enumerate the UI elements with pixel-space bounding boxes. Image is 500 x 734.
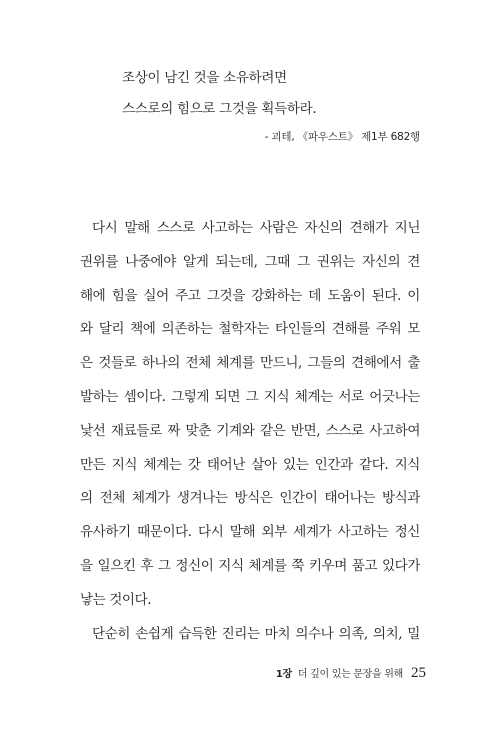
- running-title: 더 깊이 있는 문장을 위해: [297, 669, 403, 680]
- body-line: 발하는 셈이다. 그렇게 되면 그 지식 체계는 서로 어긋나는: [80, 388, 420, 405]
- epigraph-line: 스스로의 힘으로 그것을 획득하라.: [122, 101, 317, 117]
- body-line: 유사하기 때문이다. 다시 말해 외부 세계가 사고하는 정신: [80, 524, 420, 541]
- body-line: 낯선 재료들로 짜 맞춘 기계와 같은 반면, 스스로 사고하여: [80, 422, 420, 439]
- chapter-label: 1장: [275, 669, 292, 680]
- epigraph-attribution: - 괴테, 《파우스트》 제1부 682행: [264, 131, 420, 143]
- body-line: 권위를 나중에야 알게 되는데, 그때 그 권위는 자신의 견: [80, 253, 420, 270]
- body-line: 와 달리 책에 의존하는 철학자는 타인들의 견해를 주워 모: [80, 321, 420, 338]
- page-number: 25: [411, 665, 426, 681]
- body-line: 낳는 것이다.: [80, 591, 152, 608]
- body-line: 은 것들로 하나의 전체 체계를 만드니, 그들의 견해에서 출: [80, 355, 420, 372]
- body-paragraphs: [80, 212, 420, 651]
- body-line: 을 일으킨 후 그 정신이 지식 체계를 쭉 키우며 품고 있다가: [80, 557, 420, 574]
- body-line: 만든 지식 체계는 갓 태어난 살아 있는 인간과 같다. 지식: [80, 456, 420, 473]
- body-line: 다시 말해 스스로 사고하는 사람은 자신의 견해가 지닌: [92, 220, 420, 236]
- body-line: 의 전체 체계가 생겨나는 방식은 인간이 태어나는 방식과: [80, 490, 420, 507]
- body-line: 해에 힘을 실어 주고 그것을 강화하는 데 도움이 된다. 이: [80, 287, 420, 304]
- page-footer: [276, 665, 426, 682]
- body-line: 단순히 손쉽게 습득한 진리는 마치 의수나 의족, 의치, 밀: [92, 625, 420, 642]
- epigraph-line: 조상이 남긴 것을 소유하려면: [122, 70, 287, 86]
